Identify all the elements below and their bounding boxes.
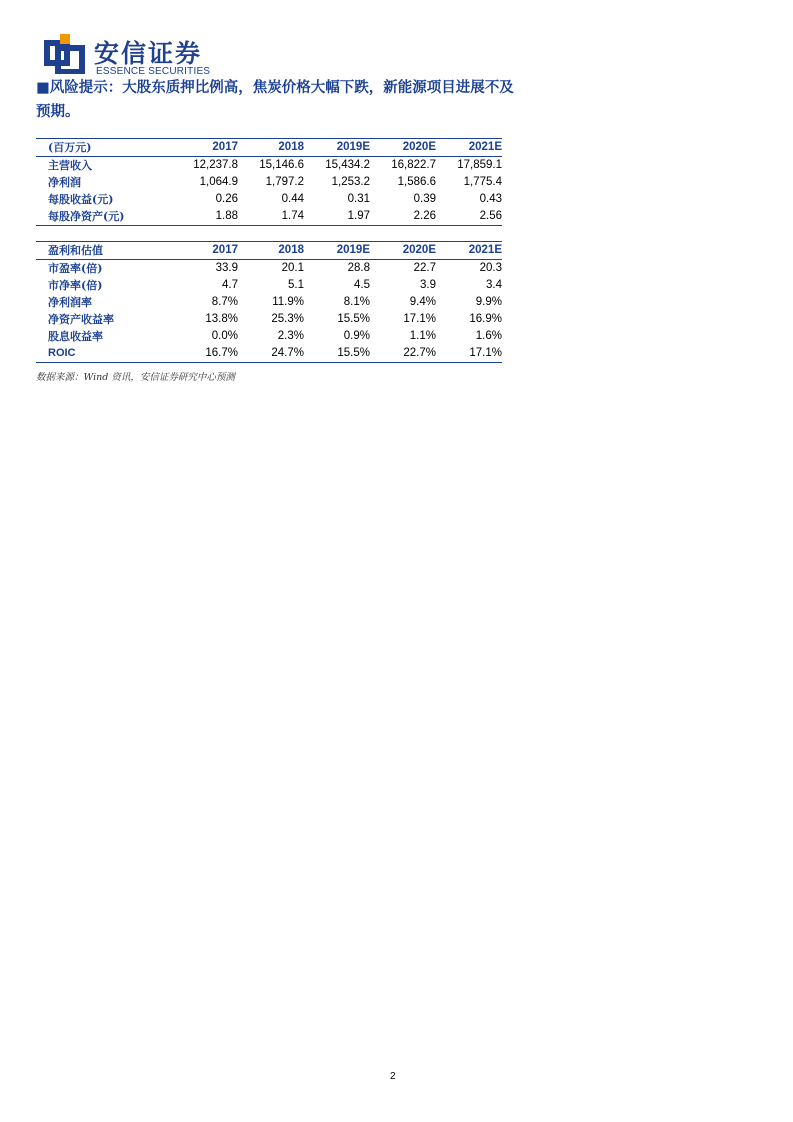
table-cell: 0.0% [211,330,238,342]
row-label: 净资产收益率 [48,313,114,326]
table-cell: 0.31 [347,193,370,205]
table-cell: 1,253.2 [331,176,370,188]
logo-english-name: ESSENCE SECURITIES [96,66,211,77]
table-cell: 8.7% [211,296,238,308]
table-cell: 2.56 [479,210,502,222]
table-cell: 3.9 [420,279,436,291]
table-cell: 16,822.7 [391,159,436,171]
table-row [36,311,502,328]
table-cell: 17,859.1 [457,159,502,171]
table-cell: 0.44 [281,193,304,205]
table-cell: 0.39 [413,193,436,205]
table-cell: 1.88 [215,210,238,222]
table-row [36,277,502,294]
table-cell: 2.3% [277,330,304,342]
row-label: 市净率(倍) [48,279,103,292]
table-header-year: 2021E [436,242,502,260]
table-header-year: 2020E [370,242,436,260]
table-header-year: 2021E [436,139,502,157]
row-label: ROIC [48,347,76,359]
essence-logo-icon [44,34,86,74]
table-cell: 1,797.2 [265,176,304,188]
table-cell: 9.9% [475,296,502,308]
table-cell: 1.1% [409,330,436,342]
table-cell: 0.43 [479,193,502,205]
table-cell: 4.5 [354,279,370,291]
table-header-unit: (百万元) [36,139,172,157]
table-cell: 15,434.2 [325,159,370,171]
table-cell: 15.5% [337,347,370,359]
table-cell: 16.9% [469,313,502,325]
table-cell: 15.5% [337,313,370,325]
financial-summary-table [36,138,502,226]
valuation-table [36,241,502,363]
table-header-year: 2019E [304,139,370,157]
table-cell: 3.4 [486,279,502,291]
row-label: 净利润率 [48,296,92,309]
table-cell: 33.9 [215,262,238,274]
bullet-square-icon: ■ [36,79,50,96]
data-source-note: 数据来源：Wind 资讯，安信证券研究中心预测 [36,372,235,383]
table-row [36,260,502,278]
table-row [36,294,502,311]
table-cell: 28.8 [347,262,370,274]
table-header-year: 2020E [370,139,436,157]
table-cell: 1.97 [347,210,370,222]
company-logo [44,34,211,78]
table-cell: 1,064.9 [199,176,238,188]
row-label: 每股收益(元) [48,193,114,206]
table-cell: 1.74 [281,210,304,222]
table-cell: 0.26 [215,193,238,205]
table-header-title: 盈利和估值 [36,242,172,260]
logo-chinese-name: 安信证券 [94,39,203,68]
page-number: 2 [390,1071,396,1082]
table-cell: 22.7 [413,262,436,274]
table-cell: 5.1 [288,279,304,291]
table-cell: 8.1% [343,296,370,308]
table-row [36,157,502,175]
table-row [36,328,502,345]
table-header-year: 2017 [172,242,238,260]
row-label: 股息收益率 [48,330,103,343]
table-cell: 2.26 [413,210,436,222]
table-row [36,345,502,363]
table-cell: 1,586.6 [397,176,436,188]
table-cell: 22.7% [403,347,436,359]
table-cell: 4.7 [222,279,238,291]
row-label: 每股净资产(元) [48,210,125,223]
table-row [36,191,502,208]
table-cell: 20.1 [281,262,304,274]
row-label: 市盈率(倍) [48,262,103,275]
row-label: 净利润 [48,176,81,189]
table-cell: 1.6% [475,330,502,342]
risk-warning-text: 风险提示：大股东质押比例高，焦炭价格大幅下跌，新能源项目进展不及预期。 [36,79,514,120]
table-cell: 17.1% [403,313,436,325]
table-cell: 15,146.6 [259,159,304,171]
table-cell: 0.9% [343,330,370,342]
table-row [36,174,502,191]
table-cell: 1,775.4 [463,176,502,188]
table-cell: 24.7% [271,347,304,359]
table-cell: 11.9% [272,296,304,308]
risk-warning [36,76,522,124]
table-cell: 13.8% [205,313,238,325]
table-cell: 9.4% [409,296,436,308]
table-header-year: 2018 [238,139,304,157]
table-cell: 17.1% [469,347,502,359]
table-cell: 16.7% [205,347,238,359]
table-cell: 12,237.8 [193,159,238,171]
table-header-year: 2018 [238,242,304,260]
table-header-row [36,139,502,157]
table-cell: 25.3% [271,313,304,325]
table-header-year: 2019E [304,242,370,260]
table-header-year: 2017 [172,139,238,157]
table-row [36,208,502,226]
row-label: 主营收入 [48,159,92,172]
table-cell: 20.3 [479,262,502,274]
table-header-row [36,242,502,260]
